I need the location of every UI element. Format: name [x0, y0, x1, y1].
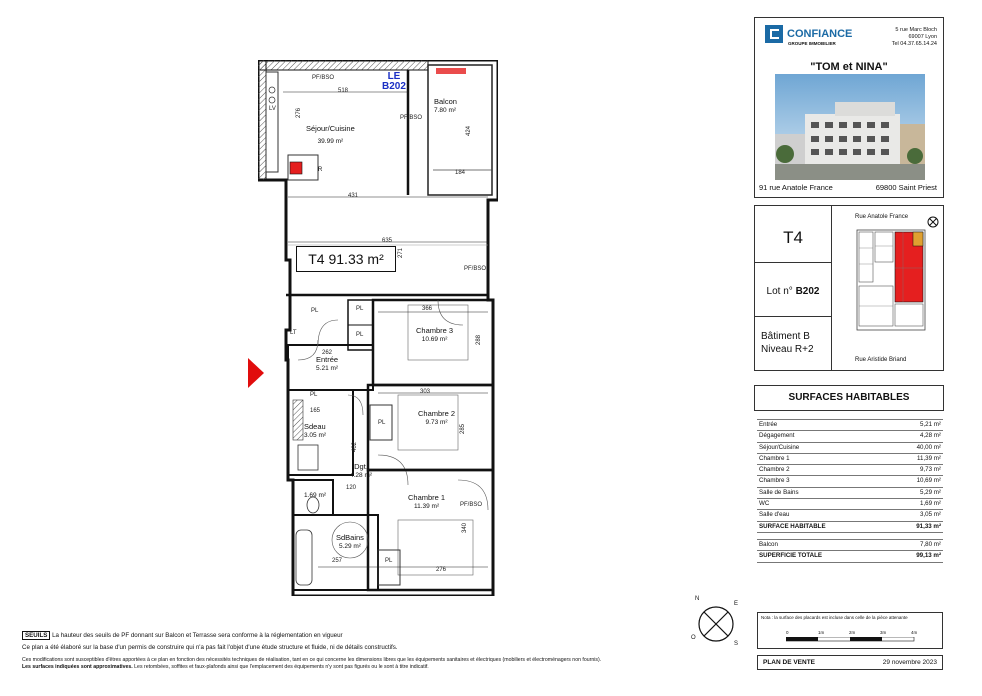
dim-257: 257 [332, 558, 343, 564]
surface-row-value: 9,73 m² [920, 466, 941, 474]
surface-row-value: 3,05 m² [920, 511, 941, 519]
room-sdeau-label: Sdeau [304, 422, 326, 431]
dim-402: 402 [352, 441, 359, 453]
room-chambre2-area: 9.73 m² [425, 418, 448, 426]
lot-info [755, 206, 832, 370]
surface-row [757, 499, 943, 510]
plan-de-vente-date: 29 novembre 2023 [882, 659, 937, 666]
label-r: R [318, 167, 323, 173]
dim-288: 288 [476, 334, 483, 346]
surface-row [757, 443, 943, 454]
dim-165: 165 [310, 408, 321, 414]
surface-row [757, 465, 943, 476]
scale-bar [786, 637, 916, 642]
surface-row-label: WC [759, 500, 770, 508]
room-chambre1 [408, 494, 445, 510]
lot-building-level [761, 330, 814, 356]
compass [690, 596, 746, 652]
address-line-2: 69007 Lyon [908, 34, 937, 40]
room-sdeau-area: 3.05 m² [304, 431, 327, 439]
surface-row-label: Chambre 2 [759, 466, 790, 474]
room-chambre2 [418, 410, 455, 426]
note-approx [22, 664, 429, 670]
header-address [892, 27, 937, 48]
site-map [855, 228, 927, 332]
label-pfbso-4: PF/BSO [460, 502, 483, 508]
room-sejour [306, 125, 355, 145]
map-bottom-label: Rue Aristide Briand [855, 357, 907, 363]
program-city: 69800 Saint Priest [875, 183, 937, 192]
surfaces-rows [757, 420, 943, 522]
address-line-3: Tel 04.37.65.14.24 [891, 41, 937, 47]
program-name: "TOM et NINA" [810, 61, 888, 73]
room-sdbains-label: SdBains [336, 533, 364, 542]
logo-name: CONFIANCE [787, 28, 853, 40]
plan-lot-tag-1: LE [387, 71, 401, 82]
scale-note: Nota : la surface des placards est incluse dans celle de la pièce attenante [761, 615, 908, 620]
surface-row [757, 420, 943, 431]
room-chambre1-area: 11.39 m² [413, 502, 440, 510]
note-approx-bold: Les surfaces indiquées sont approximatives. [22, 664, 133, 670]
dim-184: 184 [455, 170, 466, 176]
dim-366: 366 [422, 306, 433, 312]
surface-row [757, 510, 943, 521]
plan-summary: T4 91.33 m² [296, 246, 396, 272]
building-image [775, 74, 925, 180]
floor-plan [258, 60, 498, 596]
surface-total-value: 91,33 m² [916, 522, 941, 530]
room-balcon-area: 7.80 m² [434, 106, 457, 114]
label-pl-5: PL [385, 558, 393, 564]
program-street: 91 rue Anatole France [759, 183, 833, 192]
surface-balcon-label: Balcon [759, 540, 778, 548]
surface-row-label: Salle d'eau [759, 511, 790, 519]
scale-tick-1: 1m [818, 630, 825, 635]
label-pl-3: PL [311, 308, 319, 314]
surface-row-value: 5,21 m² [920, 421, 941, 428]
lot-number: B202 [795, 286, 820, 297]
room-dgt-label: Dgt. [354, 462, 368, 471]
dim-276a: 276 [296, 107, 303, 119]
room-sdbains-area: 5.29 m² [338, 542, 361, 550]
note-seuils [22, 632, 343, 639]
surface-row-label: Salle de Bains [759, 488, 799, 496]
entrance-arrow-icon [248, 358, 264, 388]
dim-120: 120 [346, 485, 357, 491]
label-pfbso-1: PF/BSO [312, 75, 335, 81]
surface-grand-row [757, 551, 943, 562]
lot-level: Niveau R+2 [761, 344, 814, 355]
plan-lot-tag-2: B202 [382, 81, 406, 92]
note-approx-text: Les retombées, soffites et faux-plafonds ainsi que l'emplacement des équipements n'y sont pas figurés ou le sont à titre indicatif. [134, 664, 429, 670]
surface-row-value: 11,39 m² [917, 454, 941, 462]
dim-271: 271 [398, 247, 405, 259]
plan-de-vente-label: PLAN DE VENTE [763, 659, 816, 666]
dim-635: 635 [382, 238, 393, 244]
label-lv: LV [269, 106, 276, 112]
surface-row-value: 4,28 m² [920, 432, 941, 440]
room-sdeau [304, 423, 326, 439]
room-sejour-label: Séjour/Cuisine [306, 124, 355, 133]
room-chambre3 [416, 327, 453, 343]
plan-de-vente-box [757, 655, 943, 670]
surface-row [757, 431, 943, 442]
room-entree-area: 5.21 m² [316, 364, 339, 372]
note-modif: Ces modifications sont susceptibles d'êtres apportées à ce plan en fonction des nécessités techniques de réalisation, tant en ce qui concerne les dimensions libres que les équipements sanitaires et électriques (mobiliers et électroménagers non fournis). [22, 657, 602, 663]
map-top-label: Rue Anatole France [855, 214, 909, 220]
surface-balcon-row [757, 539, 943, 551]
label-pfbso-3: PF/BSO [464, 266, 487, 272]
surfaces-title: SURFACES HABITABLES [754, 385, 944, 411]
room-dgt [350, 463, 372, 479]
logo-icon [765, 25, 783, 43]
room-balcon [434, 98, 457, 114]
surface-row [757, 476, 943, 487]
scale-card [757, 612, 943, 649]
dim-340: 340 [462, 522, 469, 534]
surface-row-value: 10,69 m² [916, 477, 941, 485]
scale-tick-0: 0 [786, 630, 789, 635]
header-card [754, 17, 944, 198]
dim-276b: 276 [436, 567, 447, 573]
compass-n: N [695, 596, 700, 602]
surface-row [757, 454, 943, 465]
surface-row-label: Dégagement [759, 432, 795, 440]
room-dgt-area: 4.28 m² [350, 471, 373, 479]
label-pfbso-2: PF/BSO [400, 115, 423, 121]
surface-row-label: Chambre 1 [759, 454, 790, 462]
note-seuils-tag: SEUILS [22, 631, 50, 640]
surface-total-label: SURFACE HABITABLE [759, 522, 826, 530]
room-sejour-area: 39.99 m² [317, 137, 344, 145]
lot-building: Bâtiment B [761, 331, 810, 342]
compass-s: S [734, 641, 739, 647]
label-pl-2: PL [356, 332, 364, 338]
scale-tick-2: 2m [849, 630, 856, 635]
room-chambre1-label: Chambre 1 [408, 493, 446, 502]
room-wc-area: 1.69 m² [304, 492, 327, 499]
surface-row-value: 5,29 m² [920, 488, 941, 496]
floor-plan-drawing [258, 60, 498, 596]
compass-e: E [734, 601, 739, 607]
plan-lot-tag [382, 72, 406, 92]
room-chambre3-label: Chambre 3 [416, 326, 454, 335]
surface-row-label: Chambre 3 [759, 477, 790, 485]
surface-total-row [757, 522, 943, 533]
address-line-1: 5 rue Marc Bloch [895, 27, 937, 33]
scale-tick-3: 3m [880, 630, 887, 635]
dim-262: 262 [322, 350, 333, 356]
dim-285: 285 [460, 423, 467, 435]
scale-tick-4: 4m [911, 630, 918, 635]
surface-grand-label: SUPERFICIE TOTALE [759, 552, 823, 560]
compass-o: O [691, 635, 696, 641]
surface-row-label: Séjour/Cuisine [759, 443, 800, 451]
room-entree-label: Entrée [316, 355, 339, 364]
room-entree [316, 356, 338, 372]
label-lt: LT [290, 330, 297, 336]
surface-grand-value: 99,13 m² [916, 552, 941, 560]
label-pl-1: PL [356, 306, 364, 312]
dim-518: 518 [338, 88, 349, 94]
note-plan: Ce plan a été élaboré sur la base d'un permis de construire qui n'a pas fait l'objet d'une étude structure et fluide, ni de détails constructifs. [22, 644, 398, 651]
room-balcon-label: Balcon [434, 97, 457, 106]
surface-row-value: 1,69 m² [920, 500, 941, 508]
note-seuils-text: La hauteur des seuils de PF donnant sur Balcon et Terrasse sera conforme à la réglementation en vigueur [52, 632, 343, 639]
surfaces-table [757, 419, 943, 563]
dim-303: 303 [420, 389, 431, 395]
dim-424: 424 [466, 125, 473, 137]
logo-sub: GROUPE IMMOBILIER [788, 41, 836, 46]
room-sdbains [336, 534, 364, 550]
lot-number-line [755, 286, 831, 297]
surface-balcon-value: 7,80 m² [920, 540, 941, 548]
lot-label: Lot n° [766, 286, 793, 297]
surface-row-value: 40,00 m² [916, 443, 941, 451]
room-chambre3-area: 10.69 m² [421, 335, 448, 343]
label-pl-6: PL [310, 392, 318, 398]
lot-card [754, 205, 944, 371]
lot-type: T4 [783, 228, 803, 247]
surface-row [757, 488, 943, 499]
dim-431: 431 [348, 193, 359, 199]
north-cross-icon [927, 216, 939, 228]
surface-row-label: Entrée [759, 421, 778, 428]
room-chambre2-label: Chambre 2 [418, 409, 456, 418]
label-pl-4: PL [378, 420, 386, 426]
